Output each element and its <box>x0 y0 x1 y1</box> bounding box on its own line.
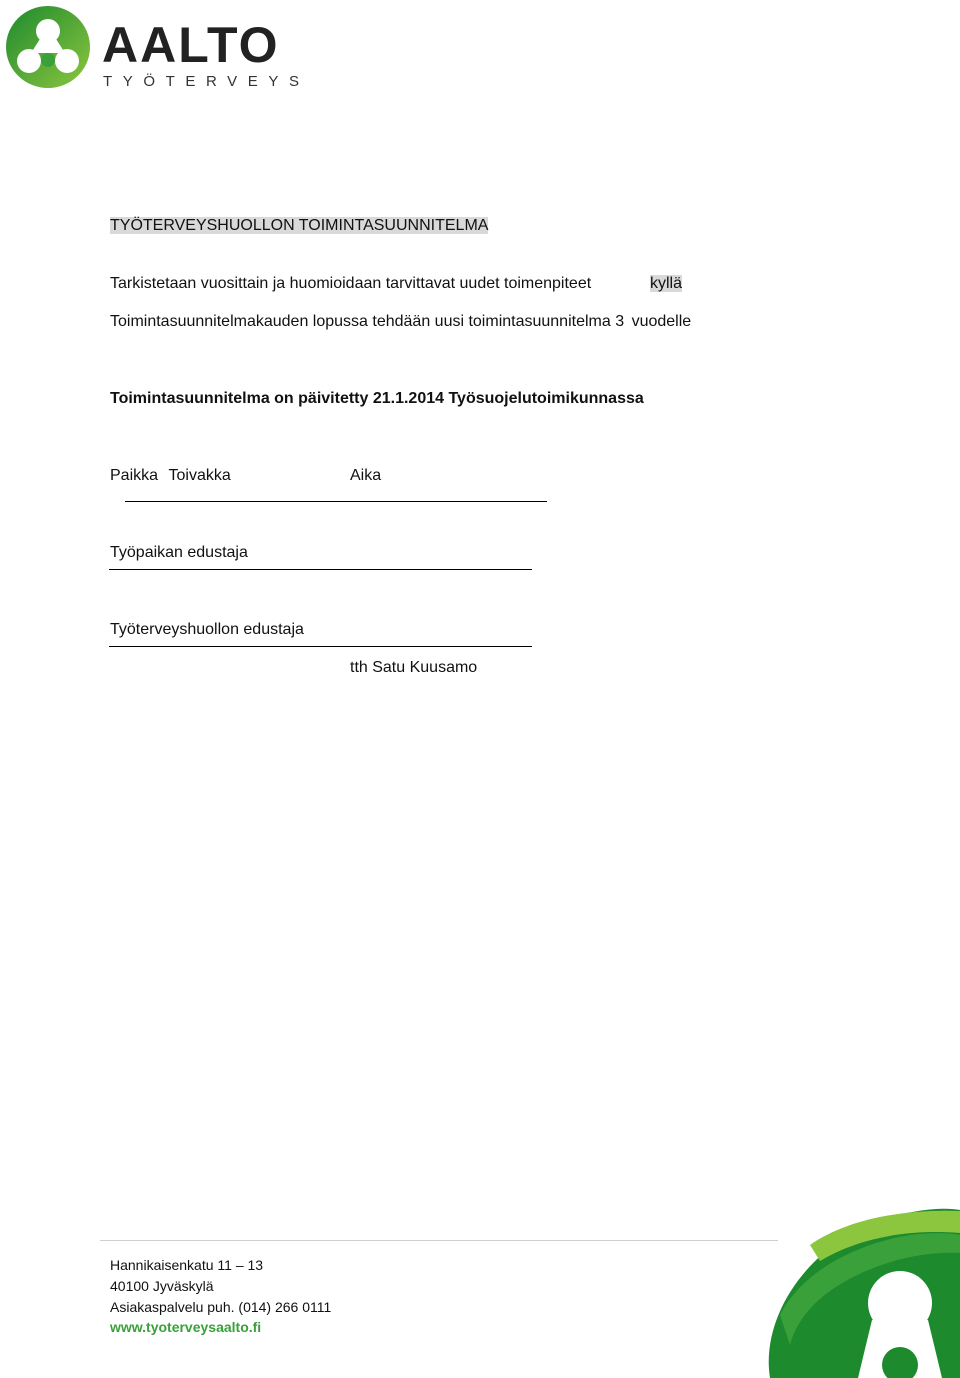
review-answer <box>650 274 682 294</box>
place-row <box>110 466 231 486</box>
workplace-signature-line <box>109 569 532 570</box>
place-value: Toivakka <box>168 467 231 484</box>
oh-rep-label: Työterveyshuollon edustaja <box>110 621 304 638</box>
footer-address: Hannikaisenkatu 11 – 13 <box>110 1257 264 1273</box>
place-signature-line <box>125 501 547 502</box>
document-title <box>110 216 488 236</box>
place-label: Paikka <box>110 467 159 484</box>
footer-city: 40100 Jyväskylä <box>110 1278 214 1294</box>
brand-name: AALTO <box>102 17 280 73</box>
time-label: Aika <box>350 467 382 484</box>
aalto-logo-icon <box>5 5 91 89</box>
review-text: Tarkistetaan vuosittain ja huomioidaan tarvittavat uudet toimenpiteet <box>110 275 592 292</box>
workplace-rep-label: Työpaikan edustaja <box>110 544 248 561</box>
footer-divider <box>100 1240 778 1241</box>
footer-phone: Asiakaspalvelu puh. (014) 266 0111 <box>110 1299 332 1315</box>
next-plan-row <box>110 312 691 332</box>
next-plan-unit: vuodelle <box>631 313 692 330</box>
review-answer-text: kyllä <box>650 275 683 292</box>
oh-rep-name: tth Satu Kuusamo <box>350 659 478 676</box>
brand-subtitle: TYÖTERVEYS <box>103 73 310 90</box>
document-title-text: TYÖTERVEYSHUOLLON TOIMINTASUUNNITELMA <box>110 217 489 234</box>
next-plan-years: 3 <box>615 313 625 330</box>
corner-logo-graphic-icon <box>750 1205 960 1378</box>
next-plan-text: Toimintasuunnitelmakauden lopussa tehdään uusi toimintasuunnitelma <box>110 313 611 330</box>
oh-signature-line <box>109 646 532 647</box>
footer-website-link[interactable]: www.tyoterveysaalto.fi <box>110 1319 262 1335</box>
updated-text: Toimintasuunnitelma on päivitetty 21.1.2014 Työsuojelutoimikunnassa <box>110 390 644 407</box>
